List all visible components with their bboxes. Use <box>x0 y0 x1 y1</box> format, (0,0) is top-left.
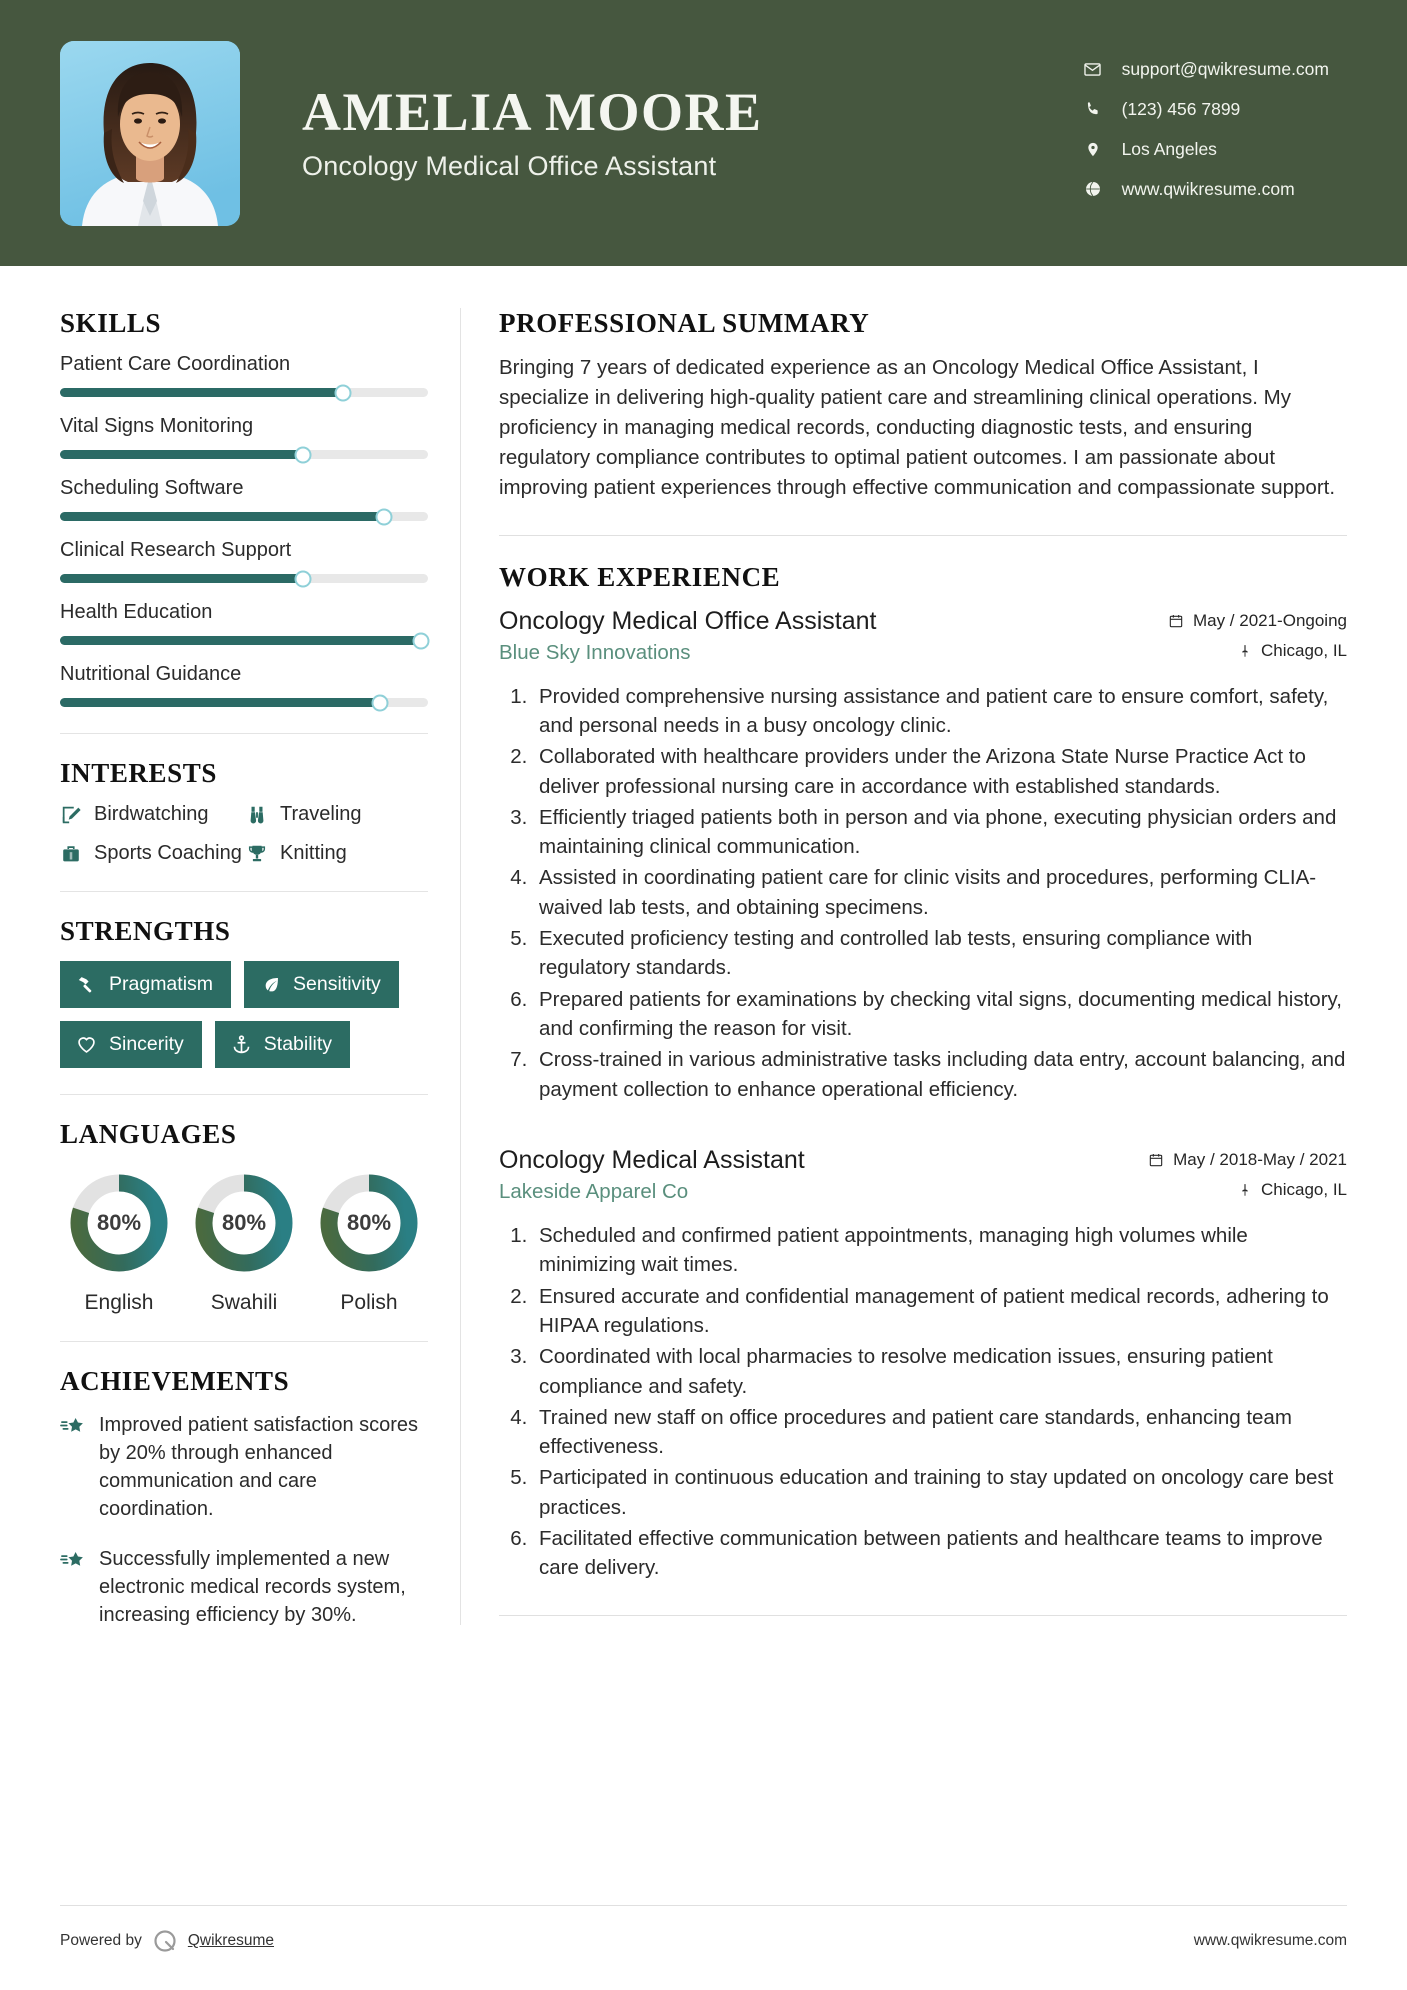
language-donut-chart <box>316 1170 422 1276</box>
skill-progress-fill <box>60 636 421 645</box>
experience-bullet: 3. Coordinated with local pharmacies to resolve medication issues, ensuring patient compliance and safety. <box>533 1342 1347 1401</box>
language-percent: 80% <box>346 1210 392 1235</box>
skill-progress-fill <box>60 574 303 583</box>
skill-item <box>60 663 428 707</box>
contact-location-value: Los Angeles <box>1121 138 1217 159</box>
section-experience <box>499 562 1347 1583</box>
skill-progress-fill <box>60 698 380 707</box>
star-shoot-icon <box>60 1545 85 1629</box>
leaf-icon <box>260 974 281 995</box>
sidebar <box>60 266 460 1651</box>
experience-bullet: 2. Collaborated with healthcare providers under the Arizona State Nurse Practice Act to deliver professional nursing care in accordance with established standards. <box>533 742 1347 801</box>
language-name: Swahili <box>210 1291 278 1314</box>
languages-list <box>60 1164 428 1315</box>
divider <box>60 891 428 892</box>
skill-progress-fill <box>60 388 343 397</box>
map-pin-icon <box>1238 1182 1252 1198</box>
strength-tag <box>215 1021 350 1068</box>
trophy-icon <box>246 843 268 865</box>
resume-body <box>0 266 1407 1651</box>
skill-progress-track <box>60 636 428 645</box>
contact-website[interactable] <box>1080 179 1329 200</box>
skill-item <box>60 601 428 645</box>
interests-list <box>60 803 428 865</box>
skill-name: Health Education <box>60 601 213 623</box>
experience-bullet: 5. Participated in continuous education and training to stay updated on oncology care best practices. <box>533 1463 1347 1522</box>
skill-progress-knob[interactable] <box>372 694 389 711</box>
experience-bullets <box>499 682 1347 1104</box>
language-item <box>312 1170 426 1315</box>
phone-icon <box>1080 100 1106 118</box>
anchor-icon <box>231 1034 252 1055</box>
skill-item <box>60 415 428 459</box>
language-name: Polish <box>340 1291 398 1314</box>
contact-list <box>1080 59 1347 200</box>
strengths-list <box>60 961 428 1068</box>
contact-phone[interactable] <box>1080 99 1329 120</box>
language-item <box>187 1170 301 1315</box>
experience-bullet: 6. Prepared patients for examinations by checking vital signs, documenting medical history, and confirming the reason for visit. <box>533 985 1347 1044</box>
page-footer <box>60 1905 1347 1954</box>
skills-list <box>60 353 428 707</box>
footer-website: www.qwikresume.com <box>1193 1932 1347 1949</box>
briefcase-icon <box>60 843 82 865</box>
strength-label: Pragmatism <box>109 973 214 995</box>
experience-entry <box>499 1146 1347 1583</box>
calendar-icon <box>1148 1152 1164 1168</box>
globe-icon <box>1080 180 1106 198</box>
job-date-value: May / 2018-May / 2021 <box>1173 1149 1347 1169</box>
experience-entry <box>499 607 1347 1104</box>
language-item <box>62 1170 176 1315</box>
language-donut-chart <box>191 1170 297 1276</box>
divider <box>60 1905 1347 1906</box>
location-pin-icon <box>1080 140 1106 159</box>
divider <box>60 1094 428 1095</box>
contact-email[interactable] <box>1080 59 1329 80</box>
section-title-experience: WORK EXPERIENCE <box>499 561 781 592</box>
experience-bullet: 2. Ensured accurate and confidential management of patient medical records, adhering to HIPAA regulations. <box>533 1282 1347 1341</box>
achievements-list <box>60 1411 428 1629</box>
powered-by-label: Powered by <box>60 1932 142 1949</box>
contact-website-value: www.qwikresume.com <box>1121 178 1295 199</box>
job-role: Oncology Medical Office Assistant <box>499 606 877 635</box>
interest-item <box>246 803 428 826</box>
interest-item <box>246 842 428 865</box>
experience-bullet: 1. Provided comprehensive nursing assistance and patient care to ensure comfort, safety, and personal needs in a busy oncology clinic. <box>533 682 1347 741</box>
skill-progress-fill <box>60 450 303 459</box>
skill-progress-track <box>60 698 428 707</box>
job-company: Lakeside Apparel Co <box>499 1179 689 1203</box>
interest-label: Birdwatching <box>94 803 209 825</box>
skill-item <box>60 539 428 583</box>
job-location <box>1238 1180 1347 1200</box>
skill-progress-knob[interactable] <box>375 508 392 525</box>
section-title-strengths: STRENGTHS <box>60 916 231 946</box>
skill-progress-knob[interactable] <box>294 570 311 587</box>
skill-progress-knob[interactable] <box>294 446 311 463</box>
profile-photo <box>60 41 240 226</box>
experience-bullet: 5. Executed proficiency testing and controlled lab tests, ensuring compliance with regulatory standards. <box>533 924 1347 983</box>
candidate-job-title: Oncology Medical Office Assistant <box>302 150 717 181</box>
name-block <box>302 84 1080 182</box>
section-title-achievements: ACHIEVEMENTS <box>60 1366 290 1396</box>
achievement-text: Improved patient satisfaction scores by 20% through enhanced communication and care coordination. <box>99 1414 419 1520</box>
section-title-skills: SKILLS <box>60 308 162 338</box>
heart-icon <box>76 1034 97 1055</box>
skill-progress-knob[interactable] <box>335 384 352 401</box>
avatar <box>60 41 240 226</box>
section-title-languages: LANGUAGES <box>60 1119 237 1149</box>
job-date-value: May / 2021-Ongoing <box>1192 610 1347 630</box>
qwikresume-link[interactable]: Qwikresume <box>187 1932 274 1949</box>
experience-bullet: 1. Scheduled and confirmed patient appointments, managing high volumes while minimizing wait times. <box>533 1221 1347 1280</box>
interest-label: Traveling <box>280 803 362 825</box>
section-strengths <box>60 916 428 1068</box>
main-column <box>461 266 1347 1651</box>
skill-name: Scheduling Software <box>60 477 244 499</box>
contact-phone-value: (123) 456 7899 <box>1121 98 1241 119</box>
language-percent: 80% <box>221 1210 267 1235</box>
job-role: Oncology Medical Assistant <box>499 1145 805 1174</box>
strength-tag <box>60 1021 202 1068</box>
divider <box>499 535 1347 536</box>
section-title-summary: PROFESSIONAL SUMMARY <box>499 308 870 338</box>
section-skills <box>60 308 428 707</box>
experience-bullet: 6. Facilitated effective communication between patients and healthcare teams to improve care delivery. <box>533 1524 1347 1583</box>
interest-label: Sports Coaching <box>94 842 242 864</box>
experience-bullet: 3. Efficiently triaged patients both in person and via phone, executing physician orders and maintaining clinical communication. <box>533 803 1347 862</box>
candidate-name: AMELIA MOORE <box>302 82 763 143</box>
skill-progress-track <box>60 512 428 521</box>
job-date <box>1148 1150 1347 1170</box>
job-location-value: Chicago, IL <box>1261 1179 1347 1199</box>
jobs-list <box>499 607 1347 1583</box>
qwikresume-logo-icon <box>152 1928 178 1954</box>
interest-item <box>60 842 242 865</box>
achievement-item <box>60 1411 428 1523</box>
strength-tag <box>60 961 231 1008</box>
strength-label: Stability <box>263 1033 333 1055</box>
divider <box>499 1615 1347 1616</box>
divider <box>60 733 428 734</box>
experience-bullet: 4. Assisted in coordinating patient care for clinic visits and procedures, performing CLIA-waived lab tests, and obtaining specimens. <box>533 863 1347 922</box>
strength-tag <box>244 961 399 1008</box>
job-date <box>1168 611 1347 631</box>
skill-progress-track <box>60 574 428 583</box>
language-percent: 80% <box>96 1210 142 1235</box>
experience-bullets <box>499 1221 1347 1583</box>
skill-progress-track <box>60 388 428 397</box>
section-languages <box>60 1119 428 1315</box>
strength-label: Sincerity <box>109 1033 184 1055</box>
interest-label: Knitting <box>280 842 347 864</box>
achievement-item <box>60 1545 428 1629</box>
hammer-icon <box>76 974 97 995</box>
language-donut-chart <box>66 1170 172 1276</box>
job-company: Blue Sky Innovations <box>499 640 691 664</box>
star-shoot-icon <box>60 1411 85 1523</box>
resume-header <box>0 0 1407 266</box>
strength-label: Sensitivity <box>293 973 381 995</box>
contact-email-value: support@qwikresume.com <box>1121 58 1329 79</box>
divider <box>60 1341 428 1342</box>
section-achievements <box>60 1366 428 1629</box>
pencil-square-icon <box>60 804 82 826</box>
skill-progress-knob[interactable] <box>412 632 429 649</box>
calendar-icon <box>1168 613 1184 629</box>
interest-item <box>60 803 242 826</box>
section-summary <box>499 308 1347 503</box>
achievement-text: Successfully implemented a new electronic medical records system, increasing efficiency by 30%. <box>99 1548 406 1626</box>
binoculars-icon <box>246 804 268 826</box>
skill-progress-fill <box>60 512 384 521</box>
contact-location[interactable] <box>1080 139 1329 160</box>
section-interests <box>60 758 428 865</box>
experience-bullet: 7. Cross-trained in various administrative tasks including data entry, account balancing, and payment collection to enhance operational efficiency. <box>533 1045 1347 1104</box>
language-name: English <box>84 1291 154 1314</box>
job-location <box>1238 641 1347 661</box>
skill-name: Nutritional Guidance <box>60 663 242 685</box>
map-pin-icon <box>1238 643 1252 659</box>
skill-progress-track <box>60 450 428 459</box>
skill-name: Patient Care Coordination <box>60 353 291 375</box>
section-title-interests: INTERESTS <box>60 758 217 788</box>
skill-item <box>60 477 428 521</box>
summary-text: Bringing 7 years of dedicated experience as an Oncology Medical Office Assistant, I specialize in delivering high-quality patient care and streamlining clinical operations. My proficiency in managing medical records, conducting diagnostic tests, and ensuring regulatory compliance contributes to optimal patient outcomes. I am passionate about improving patient experiences through effective communication and compassionate support. <box>499 356 1336 499</box>
job-location-value: Chicago, IL <box>1261 640 1347 660</box>
experience-bullet: 4. Trained new staff on office procedures and patient care standards, enhancing team effectiveness. <box>533 1403 1347 1462</box>
skill-name: Clinical Research Support <box>60 539 292 561</box>
powered-by <box>60 1928 274 1954</box>
envelope-icon <box>1080 60 1106 79</box>
skill-item <box>60 353 428 397</box>
skill-name: Vital Signs Monitoring <box>60 415 254 437</box>
